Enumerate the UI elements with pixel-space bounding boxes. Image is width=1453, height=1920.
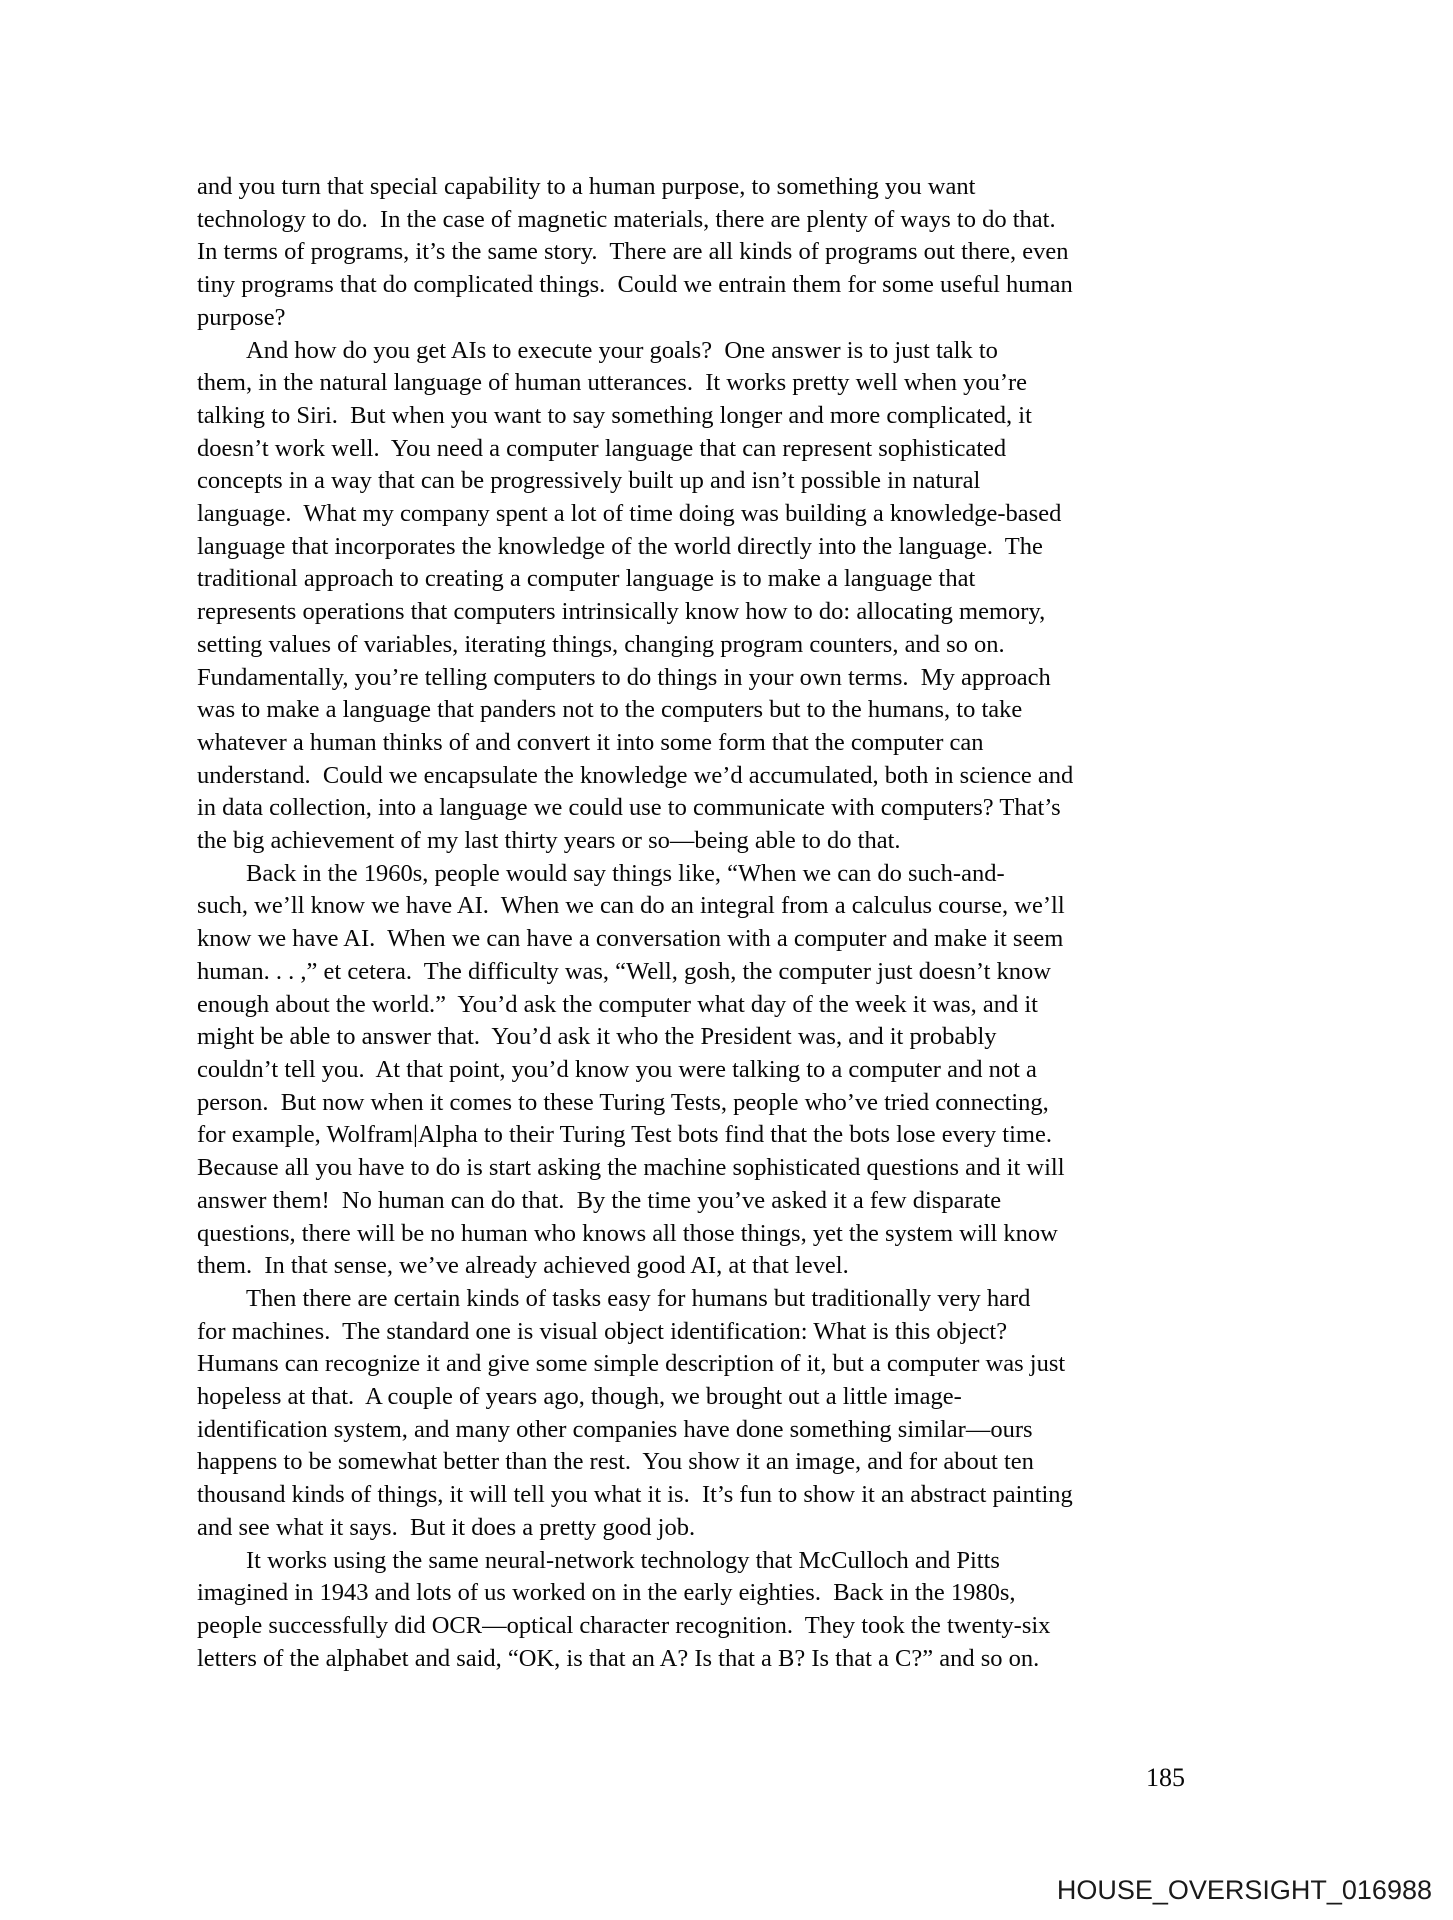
text-line: for example, Wolfram|Alpha to their Turing Test bots find that the bots lose every time. [197,1121,1052,1149]
text-line: know we have AI. When we can have a conversation with a computer and make it seem [197,925,1064,953]
text-line: It works using the same neural-network technology that McCulloch and Pitts [246,1546,1000,1574]
text-line: such, we’ll know we have AI. When we can do an integral from a calculus course, we’ll [197,892,1065,920]
text-line: people successfully did OCR—optical character recognition. They took the twenty-six [197,1611,1051,1639]
text-line: Back in the 1960s, people would say things like, “When we can do such-and- [246,859,1005,887]
text-line: identification system, and many other companies have done something similar—ours [197,1415,1033,1443]
text-line: Because all you have to do is start asking the machine sophisticated questions and it will [197,1154,1065,1182]
text-line: them, in the natural language of human utterances. It works pretty well when you’re [197,369,1028,397]
text-line: them. In that sense, we’ve already achieved good AI, at that level. [197,1252,849,1280]
text-line: and see what it says. But it does a pretty good job. [197,1513,696,1541]
page-number: 185 [1146,1763,1185,1792]
text-line: letters of the alphabet and said, “OK, is that an A? Is that a B? Is that a C?” and so on. [197,1644,1040,1672]
text-line: in data collection, into a language we could use to communicate with computers? That’s [197,794,1061,822]
text-line: traditional approach to creating a computer language is to make a language that [197,565,976,593]
text-line: purpose? [197,303,286,331]
text-line: answer them! No human can do that. By the time you’ve asked it a few disparate [197,1186,1002,1214]
text-line: might be able to answer that. You’d ask it who the President was, and it probably [197,1023,997,1051]
text-line: technology to do. In the case of magnetic materials, there are plenty of ways to do that. [197,205,1056,233]
text-line: human. . . ,” et cetera. The difficulty was, “Well, gosh, the computer just doesn’t know [197,957,1051,985]
text-line: Humans can recognize it and give some simple description of it, but a computer was just [197,1350,1066,1378]
text-line: Fundamentally, you’re telling computers to do things in your own terms. My approach [197,663,1051,691]
document-body [197,171,1207,1675]
text-line: setting values of variables, iterating things, changing program counters, and so on. [197,630,1005,658]
text-line: person. But now when it comes to these Turing Tests, people who’ve tried connecting, [197,1088,1049,1116]
text-line: questions, there will be no human who knows all those things, yet the system will know [197,1219,1058,1247]
text-line: the big achievement of my last thirty years or so—being able to do that. [197,827,901,855]
text-line: concepts in a way that can be progressively built up and isn’t possible in natural [197,467,981,495]
text-line: couldn’t tell you. At that point, you’d know you were talking to a computer and not a [197,1055,1037,1083]
text-line: happens to be somewhat better than the rest. You show it an image, and for about ten [197,1448,1034,1476]
text-line: language. What my company spent a lot of time doing was building a knowledge-based [197,500,1062,528]
text-line: thousand kinds of things, it will tell you what it is. It’s fun to show it an abstract painting [197,1481,1073,1509]
text-line: Then there are certain kinds of tasks easy for humans but traditionally very hard [246,1284,1031,1312]
text-line: for machines. The standard one is visual object identification: What is this object? [197,1317,1008,1345]
text-line: represents operations that computers intrinsically know how to do: allocating memory, [197,598,1046,626]
text-line: talking to Siri. But when you want to say something longer and more complicated, it [197,401,1032,429]
text-line: doesn’t work well. You need a computer language that can represent sophisticated [197,434,1007,462]
text-line: enough about the world.” You’d ask the computer what day of the week it was, and it [197,990,1038,1018]
text-line: language that incorporates the knowledge of the world directly into the language. The [197,532,1043,560]
text-line: hopeless at that. A couple of years ago, though, we brought out a little image- [197,1383,962,1411]
text-line: understand. Could we encapsulate the knowledge we’d accumulated, both in science and [197,761,1074,789]
bates-stamp: HOUSE_OVERSIGHT_016988 [1056,1875,1432,1905]
text-line: imagined in 1943 and lots of us worked on in the early eighties. Back in the 1980s, [197,1579,1016,1607]
text-line: was to make a language that panders not to the computers but to the humans, to take [197,696,1023,724]
text-line: And how do you get AIs to execute your goals? One answer is to just talk to [246,336,998,364]
text-line: whatever a human thinks of and convert it into some form that the computer can [197,728,984,756]
text-line: tiny programs that do complicated things. Could we entrain them for some useful human [197,271,1073,299]
text-line: In terms of programs, it’s the same story. There are all kinds of programs out there, even [197,238,1069,266]
text-line: and you turn that special capability to a human purpose, to something you want [197,173,976,200]
